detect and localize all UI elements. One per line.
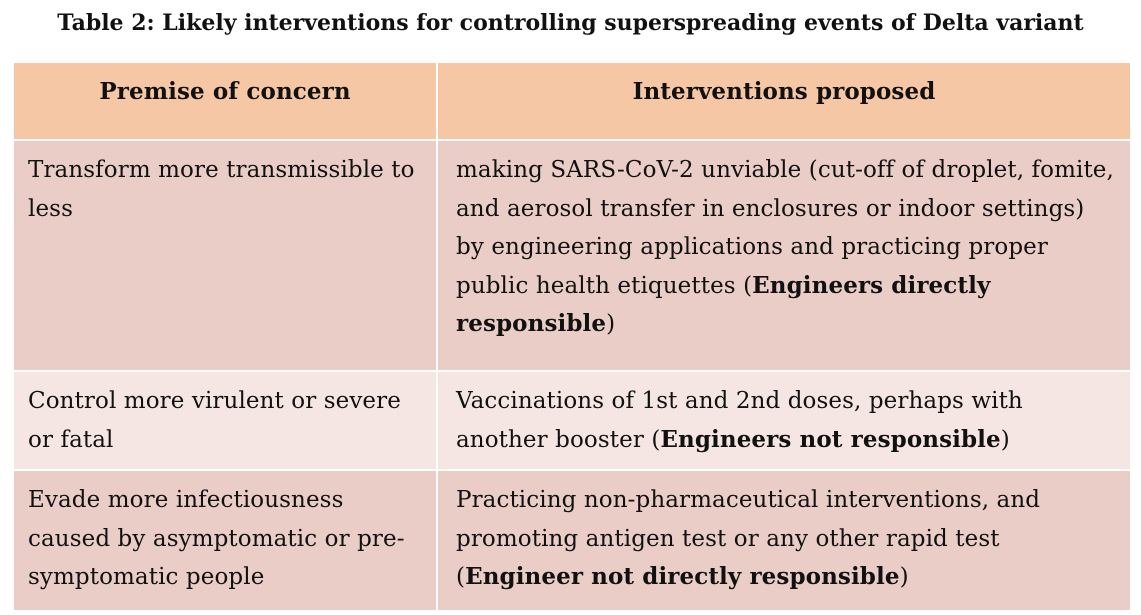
intervention-text: making SARS-CoV-2 unviable (cut-off of droplet, fomite, and aerosol transfer in enclosures or indoor settings) by engineering applications and practicing proper public health etiquettes ( (456, 157, 1114, 299)
table-row (13, 371, 1131, 470)
interventions-table (12, 61, 1132, 612)
intervention-text: Practicing non-pharmaceutical interventions, and promoting antigen test or any other rapid test ( (456, 487, 1041, 590)
responsibility-label: Engineer not directly responsible (465, 563, 900, 590)
table-title: Table 2: Likely interventions for controlling superspreading events of Delta variant (57, 10, 1084, 36)
header-interventions: Interventions proposed (437, 62, 1131, 140)
intervention-cell (437, 470, 1131, 611)
intervention-cell (437, 371, 1131, 470)
header-premise: Premise of concern (13, 62, 437, 140)
closing-paren: ) (899, 564, 909, 590)
intervention-text: Vaccinations of 1st and 2nd doses, perhaps with another booster ( (456, 388, 1023, 453)
premise-cell: Evade more infectiousness caused by asymptomatic or pre-symptomatic people (13, 470, 437, 611)
responsibility-label: Engineers not responsible (660, 425, 1001, 453)
closing-paren: ) (1000, 426, 1010, 453)
table-header-row (13, 62, 1131, 140)
premise-cell: Transform more transmissible to less (13, 140, 437, 371)
closing-paren: ) (606, 311, 616, 337)
responsibility-label: Engineers directly responsible (456, 271, 991, 337)
premise-cell: Control more virulent or severe or fatal (13, 371, 437, 470)
intervention-cell (437, 140, 1131, 371)
table-row (13, 470, 1131, 611)
table-row (13, 140, 1131, 371)
